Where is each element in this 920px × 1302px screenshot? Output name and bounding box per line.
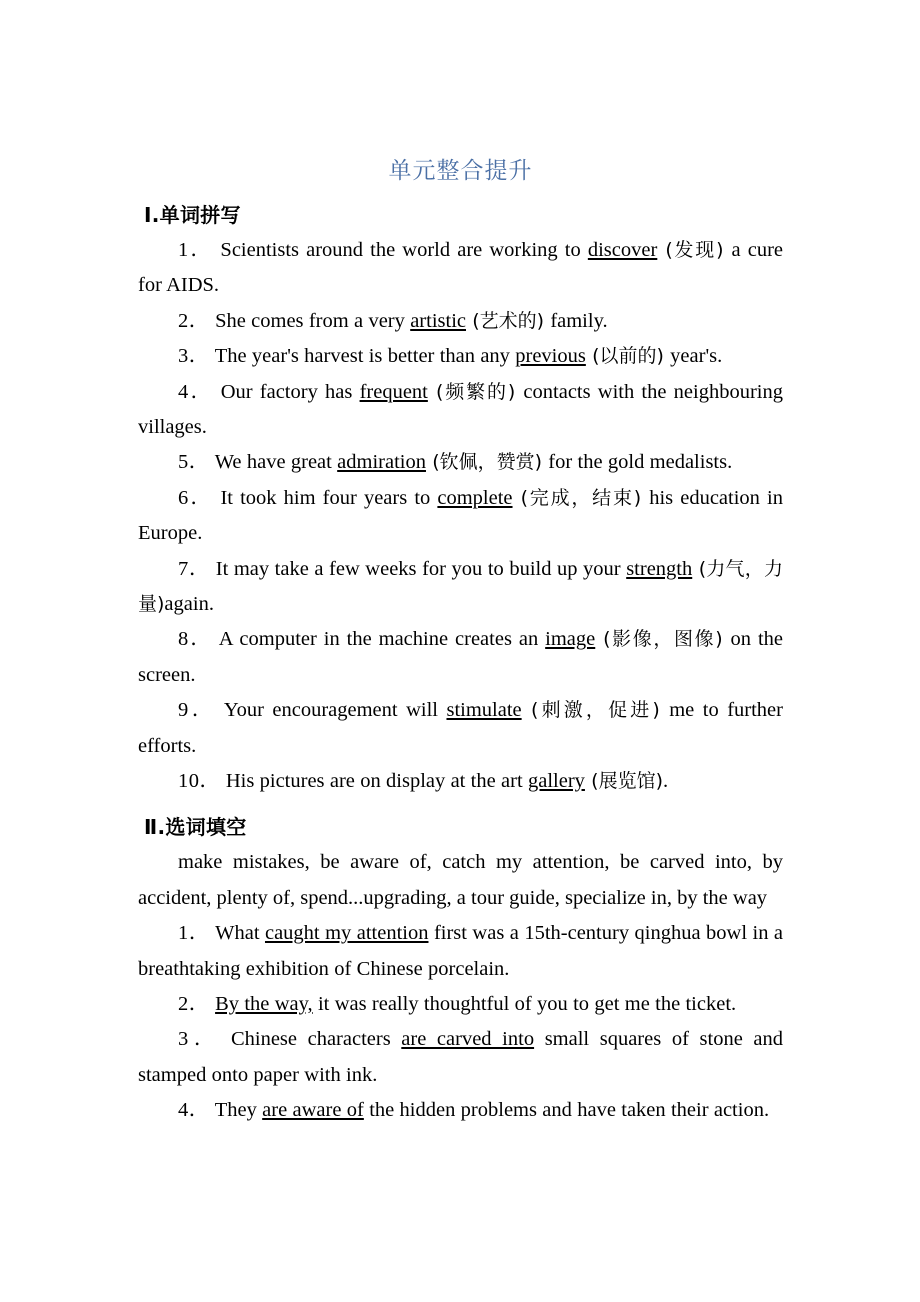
item-number: 4． <box>178 380 214 403</box>
item-text-after: a cure for AIDS. <box>138 238 783 297</box>
exercise-item <box>138 1093 783 1128</box>
item-text-after: his education in Europe. <box>138 486 783 545</box>
item-gloss <box>534 1028 545 1050</box>
item-text-after: contacts with the neighbouring villages. <box>138 380 783 438</box>
item-answer: caught my attention <box>264 922 429 945</box>
item-text-after: again. <box>164 592 214 615</box>
item-text-after: first was a 15th-century qinghua bowl in a breathtaking exhibition of Chinese porcelain. <box>138 922 784 980</box>
item-number: 1． <box>178 238 214 261</box>
item-number: 7． <box>178 557 211 580</box>
item-text-before: It took him four years to <box>220 486 438 509</box>
item-text-after: family. <box>550 309 608 332</box>
item-answer: complete <box>437 486 513 509</box>
page-title: 单元整合提升 <box>388 158 533 184</box>
item-text-after: on the screen. <box>138 628 783 686</box>
item-text-after: small squares of stone and stamped onto paper with ink. <box>138 1028 784 1086</box>
exercise-item <box>138 339 783 374</box>
item-text-after: the hidden problems and have taken their action. <box>369 1099 770 1122</box>
item-gloss: (影像，图像) <box>595 628 731 651</box>
item-gloss: (发现) <box>657 238 732 261</box>
exercise-item <box>138 1022 783 1093</box>
exercise-item <box>138 481 783 552</box>
word-bank: make mistakes, be aware of, catch my attention, be carved into, by accident, plenty of, spend...upgrading, a tour guide, specialize in, by the way <box>138 851 783 909</box>
item-gloss: (刺激，促进) <box>521 699 670 722</box>
item-text-after: . <box>663 769 669 792</box>
item-answer: By the way, <box>215 993 313 1016</box>
item-answer: image <box>545 628 596 651</box>
item-number: 5． <box>178 451 210 474</box>
item-number: 2． <box>178 309 210 332</box>
item-answer: frequent <box>359 380 428 403</box>
exercise-item <box>138 622 783 693</box>
item-answer: are aware of <box>262 1099 364 1122</box>
item-text-after: year's. <box>670 345 723 368</box>
item-number: 1． <box>178 922 211 945</box>
document-content <box>138 0 783 1129</box>
exercise-item <box>138 764 783 799</box>
item-number: 3． <box>178 1028 221 1051</box>
item-text-before: We have great <box>214 451 338 474</box>
item-text-before: The year's harvest is better than any <box>214 345 516 368</box>
item-text-before: Scientists around the world are working to <box>220 238 588 261</box>
item-number: 2． <box>178 993 210 1016</box>
item-answer: strength <box>626 557 693 580</box>
item-answer: discover <box>587 238 658 261</box>
exercise-item <box>138 233 783 304</box>
item-number: 9． <box>178 699 217 722</box>
item-answer: previous <box>515 345 586 368</box>
item-number: 4． <box>178 1099 210 1122</box>
item-gloss: (频繁的) <box>427 380 524 403</box>
item-number: 8． <box>178 628 213 651</box>
item-text-before: Chinese characters <box>230 1028 402 1051</box>
item-text-after: me to further efforts. <box>138 699 783 757</box>
item-text-before: She comes from a very <box>215 309 411 332</box>
item-text-before: Your encouragement will <box>223 699 447 722</box>
item-text-after: for the gold medalists. <box>548 451 733 474</box>
item-gloss: (以前的) <box>585 345 671 368</box>
item-answer: are carved into <box>401 1028 535 1051</box>
item-gloss: (钦佩，赞赏) <box>425 451 549 474</box>
exercise-item <box>138 375 783 446</box>
item-answer: gallery <box>528 769 585 792</box>
exercise-item <box>138 987 783 1022</box>
exercise-item <box>138 916 783 987</box>
item-number: 6． <box>178 486 214 509</box>
item-gloss: (艺术的) <box>466 309 551 332</box>
item-text-before: Our factory has <box>220 380 360 403</box>
exercise-item <box>138 304 783 339</box>
item-text-before: It may take a few weeks for you to build up your <box>215 557 627 580</box>
item-text-before: They <box>214 1099 263 1122</box>
exercise-item <box>138 552 783 623</box>
item-gloss: (力气，力量) <box>138 557 784 615</box>
item-gloss: (完成，结束) <box>512 486 650 509</box>
item-text-before: His pictures are on display at the art <box>225 769 529 792</box>
item-number: 3． <box>178 345 210 368</box>
item-text-after: it was really thoughtful of you to get me the ticket. <box>317 993 737 1016</box>
item-answer: artistic <box>410 309 466 332</box>
item-answer: stimulate <box>446 699 522 722</box>
item-gloss: (展览馆) <box>584 769 664 792</box>
exercise-item <box>138 693 783 764</box>
exercise-item <box>138 445 783 480</box>
section-heading-1: Ⅰ.单词拼写 <box>144 202 241 227</box>
item-text-before: What <box>215 922 265 945</box>
section-heading-2: Ⅱ.选词填空 <box>144 815 247 840</box>
item-number: 10． <box>178 769 221 792</box>
item-text-before: A computer in the machine creates an <box>218 628 546 651</box>
item-answer: admiration <box>337 451 426 474</box>
